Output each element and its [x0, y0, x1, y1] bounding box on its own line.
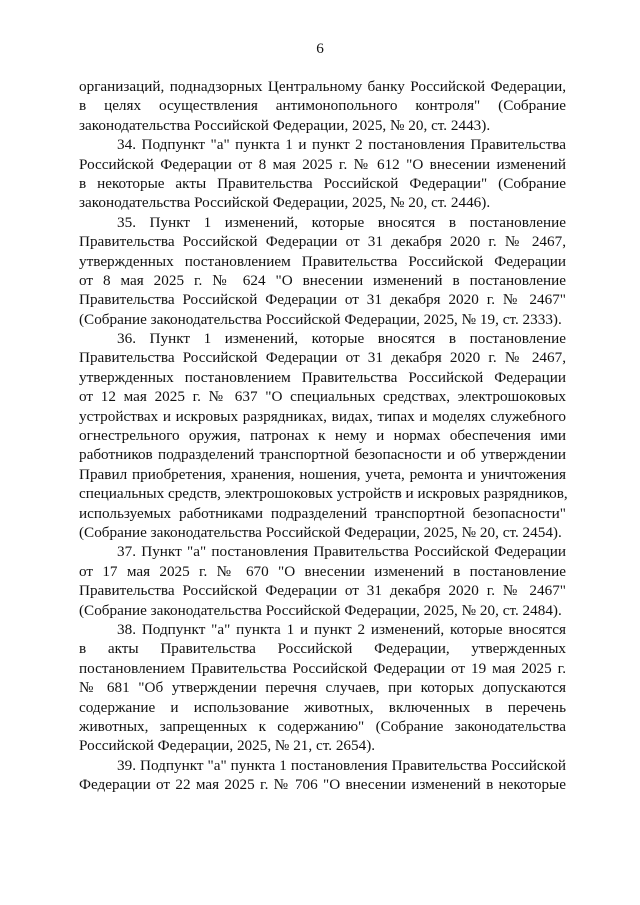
text-line: 34. Подпункт "а" пункта 1 и пункт 2 постановления Правительства [117, 136, 566, 154]
page-number: 6 [316, 40, 324, 57]
text-line: 39. Подпункт "а" пункта 1 постановления Правительства Российской [117, 756, 566, 774]
text-line: от 12 мая 2025 г. № 637 "О специальных средствах, электрошоковых [79, 388, 566, 406]
text-line: утвержденных постановлением Правительства Российской Федерации [79, 368, 566, 386]
text-line: 35. Пункт 1 изменений, которые вносятся в постановление [117, 213, 566, 231]
text-line: утвержденных постановлением Правительства Российской Федерации [79, 252, 566, 270]
document-body [79, 77, 566, 794]
text-line: 38. Подпункт "а" пункта 1 и пункт 2 изменений, которые вносятся [117, 620, 566, 638]
text-line: от 8 мая 2025 г. № 624 "О внесении изменений в постановление [79, 271, 566, 289]
text-line: 37. Пункт "а" постановления Правительства Российской Федерации [117, 543, 566, 561]
text-line: организаций, поднадзорных Центральному банку Российской Федерации, [79, 78, 566, 95]
text-line: устройствах и искровых разрядниках, видах, типах и моделях служебного [79, 407, 566, 425]
text-line: (Собрание законодательства Российской Федерации, 2025, № 20, ст. 2484). [79, 601, 562, 619]
text-line: Правительства Российской Федерации от 31 декабря 2020 г. № 2467, [79, 349, 566, 367]
text-line: Правительства Российской Федерации от 31 декабря 2020 г. № 2467, [79, 233, 566, 251]
text-line: Федерации от 22 мая 2025 г. № 706 "О внесении изменений в некоторые [79, 776, 566, 794]
text-line: 36. Пункт 1 изменений, которые вносятся в постановление [117, 330, 566, 348]
text-line: в акты Правительства Российской Федерации, утвержденных [79, 640, 566, 658]
text-line: Правительства Российской Федерации от 31 декабря 2020 г. № 2467" [79, 291, 566, 309]
text-line: Российской Федерации от 8 мая 2025 г. № 612 "О внесении изменений [79, 155, 566, 173]
text-line: используемых работниками подразделений транспортной безопасности" [79, 504, 566, 522]
text-line: № 681 "Об утверждении перечня случаев, при которых допускаются [79, 679, 566, 697]
text-line: законодательства Российской Федерации, 2025, № 20, ст. 2446). [79, 194, 491, 212]
text-line: Правил приобретения, хранения, ношения, учета, ремонта и уничтожения [79, 465, 566, 483]
text-line: огнестрельного оружия, патронах к нему и нормах обеспечения ими [79, 427, 566, 445]
text-line: специальных средств, электрошоковых устройств и искровых разрядников, [79, 485, 568, 503]
text-line: постановлением Правительства Российской Федерации от 19 мая 2025 г. [79, 659, 566, 677]
text-line: Российской Федерации, 2025, № 21, ст. 2654). [79, 737, 376, 755]
text-line: в целях осуществления антимонопольного контроля" (Собрание [79, 97, 566, 115]
text-line: законодательства Российской Федерации, 2025, № 20, ст. 2443). [79, 116, 491, 134]
text-line: в некоторые акты Правительства Российской Федерации" (Собрание [79, 174, 566, 192]
text-line: содержание и использование животных, включенных в перечень [79, 698, 566, 716]
text-line: от 17 мая 2025 г. № 670 "О внесении изменений в постановление [79, 562, 566, 580]
text-line: (Собрание законодательства Российской Федерации, 2025, № 20, ст. 2454). [79, 523, 562, 541]
text-line: животных, запрещенных к содержанию" (Собрание законодательства [79, 717, 566, 735]
text-line: Правительства Российской Федерации от 31 декабря 2020 г. № 2467" [79, 582, 566, 600]
text-line: работников подразделений транспортной безопасности и об утверждении [79, 446, 566, 464]
text-line: (Собрание законодательства Российской Федерации, 2025, № 19, ст. 2333). [79, 310, 562, 328]
